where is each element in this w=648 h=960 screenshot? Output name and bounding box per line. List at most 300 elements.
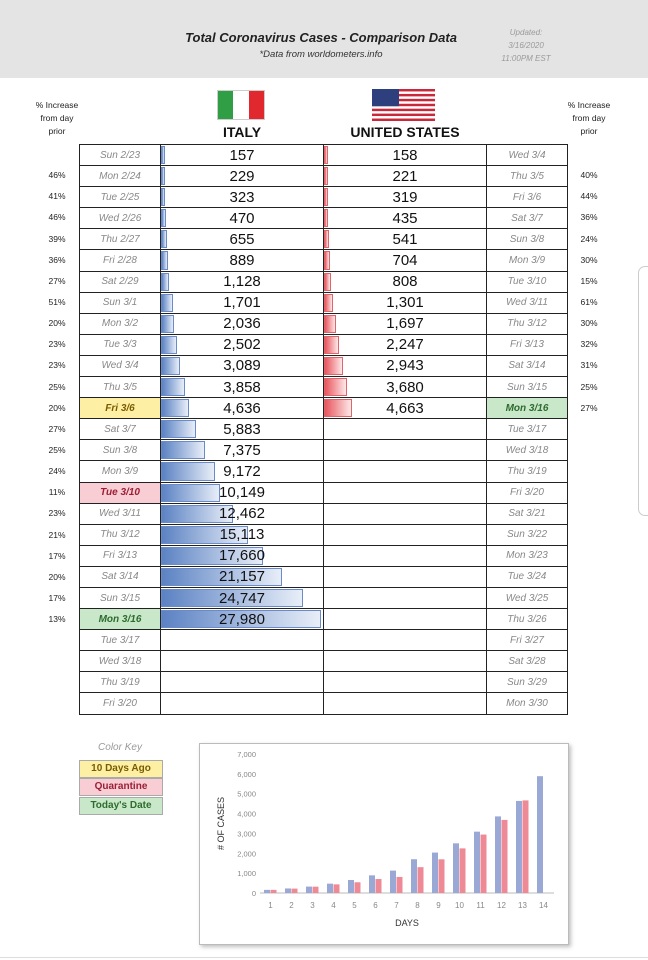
us-cases-cell: [324, 672, 487, 693]
italy-date-cell: Thu 3/5: [80, 377, 161, 398]
table-row: [80, 208, 568, 229]
bar-italy: [516, 801, 522, 893]
us-percent-increase: 15%: [580, 275, 598, 286]
italy-percent-increase: 27%: [48, 275, 66, 286]
bar-us: [418, 867, 424, 893]
italy-cases-cell: [161, 145, 324, 166]
x-axis-title: DAYS: [395, 918, 419, 928]
italy-cases-bar: [161, 420, 196, 438]
us-cases-cell: [324, 187, 487, 208]
italy-date-cell: Sat 2/29: [80, 271, 161, 292]
italy-cases-bar: [161, 357, 180, 375]
us-date-cell: Thu 3/12: [487, 313, 568, 334]
table-row: [80, 187, 568, 208]
x-tick-label: 2: [289, 901, 294, 910]
italy-cases-value: 3,089: [223, 357, 261, 375]
color-key-title: Color Key: [98, 742, 142, 753]
us-cases-cell: [324, 145, 487, 166]
us-percent-increase: 44%: [580, 191, 598, 202]
italy-cases-bar: [161, 167, 165, 185]
bar-italy: [264, 890, 270, 893]
bar-italy: [327, 884, 333, 893]
italy-cases-value: 1,701: [223, 294, 261, 312]
italy-date-cell: Tue 2/25: [80, 187, 161, 208]
bar-us: [355, 882, 361, 893]
us-cases-cell: [324, 651, 487, 672]
x-tick-label: 6: [373, 901, 378, 910]
us-percent-increase: 61%: [580, 296, 598, 307]
us-cases-bar: [324, 251, 330, 269]
italy-percent-increase: 13%: [48, 614, 66, 625]
us-cases-cell: [324, 208, 487, 229]
italy-date-cell: Thu 3/12: [80, 524, 161, 545]
italy-cases-cell: [161, 482, 324, 503]
us-date-cell: Fri 3/27: [487, 630, 568, 651]
italy-cases-value: 655: [229, 230, 255, 248]
us-date-cell: Wed 3/18: [487, 440, 568, 461]
cases-bar-chart: [199, 743, 569, 945]
table-row: [80, 229, 568, 250]
updated-time: 11:00PM EST: [501, 54, 551, 63]
italy-percent-increase: 20%: [48, 318, 66, 329]
us-heading: UNITED STATES: [350, 124, 460, 140]
italy-date-cell: Sun 3/8: [80, 440, 161, 461]
italy-percent-increase: 17%: [48, 550, 66, 561]
us-cases-value: 221: [392, 167, 418, 185]
bar-italy: [285, 888, 291, 893]
us-cases-cell: [324, 630, 487, 651]
x-tick-label: 12: [497, 901, 506, 910]
italy-cases-cell: [161, 419, 324, 440]
table-row: [80, 587, 568, 608]
us-cases-bar: [324, 294, 333, 312]
italy-percent-increase: 39%: [48, 233, 66, 244]
bar-us: [481, 835, 487, 893]
us-percent-increase: 27%: [580, 402, 598, 413]
us-cases-value: 2,943: [386, 357, 424, 375]
italy-date-cell: Mon 3/9: [80, 461, 161, 482]
bar-us: [460, 848, 466, 893]
bar-italy: [474, 832, 480, 893]
us-cases-bar: [324, 378, 347, 396]
italy-cases-cell: [161, 250, 324, 271]
bar-italy: [411, 859, 417, 893]
italy-percent-increase: 11%: [48, 487, 66, 498]
italy-date-cell: Tue 3/3: [80, 334, 161, 355]
table-row: [80, 440, 568, 461]
italy-date-cell: Fri 3/20: [80, 693, 161, 714]
italy-cases-value: 21,157: [219, 568, 265, 586]
x-tick-label: 8: [415, 901, 420, 910]
us-cases-value: 704: [392, 252, 418, 270]
updated-date: 3/16/2020: [508, 41, 544, 50]
us-cases-cell: [324, 166, 487, 187]
x-tick-label: 13: [518, 901, 527, 910]
table-row: [80, 503, 568, 524]
italy-cases-value: 17,660: [219, 547, 265, 565]
key-ten-days-ago: 10 Days Ago: [79, 760, 163, 778]
us-cases-bar: [324, 209, 328, 227]
data-source-note: *Data from worldometers.info: [259, 49, 383, 60]
us-percent-increase: 30%: [580, 318, 598, 329]
bar-italy: [537, 776, 543, 893]
bar-us: [376, 879, 382, 893]
us-date-cell: Wed 3/11: [487, 292, 568, 313]
us-cases-cell: [324, 440, 487, 461]
us-cases-value: 1,697: [386, 315, 424, 333]
us-cases-value: 808: [392, 273, 418, 291]
us-date-cell: Mon 3/23: [487, 545, 568, 566]
italy-cases-cell: [161, 313, 324, 334]
italy-cases-value: 1,128: [223, 273, 261, 291]
us-flag-icon: [372, 89, 435, 121]
us-date-cell: Mon 3/30: [487, 693, 568, 714]
us-percent-increase: 32%: [580, 339, 598, 350]
x-tick-label: 11: [476, 901, 485, 910]
italy-cases-cell: [161, 334, 324, 355]
italy-cases-cell: [161, 187, 324, 208]
italy-heading: ITALY: [222, 124, 262, 140]
us-cases-cell: [324, 545, 487, 566]
italy-date-cell: Thu 3/19: [80, 672, 161, 693]
us-cases-bar: [324, 167, 328, 185]
us-cases-bar: [324, 146, 328, 164]
italy-cases-value: 323: [229, 188, 255, 206]
us-percent-increase: 40%: [580, 170, 598, 181]
italy-percent-increase: 23%: [48, 339, 66, 350]
us-cases-cell: [324, 503, 487, 524]
table-row: [80, 355, 568, 376]
us-cases-value: 158: [392, 146, 418, 164]
us-cases-bar: [324, 357, 343, 375]
italy-cases-value: 10,149: [219, 484, 265, 502]
us-date-cell: Mon 3/16: [487, 398, 568, 419]
italy-percent-increase: 23%: [48, 508, 66, 519]
us-date-cell: Sat 3/28: [487, 651, 568, 672]
left-increase-note: % Increase from day prior: [35, 100, 79, 136]
us-date-cell: Thu 3/26: [487, 609, 568, 630]
italy-flag-icon: [217, 90, 265, 120]
y-tick-label: 2,000: [237, 849, 256, 859]
bar-us: [439, 859, 445, 893]
italy-cases-value: 2,502: [223, 336, 261, 354]
italy-date-cell: Wed 3/4: [80, 355, 161, 376]
table-row: [80, 482, 568, 503]
italy-cases-cell: [161, 503, 324, 524]
us-date-cell: Wed 3/4: [487, 145, 568, 166]
us-cases-cell: [324, 587, 487, 608]
italy-percent-increase: 46%: [48, 212, 66, 223]
right-increase-note: % Increase from day prior: [567, 100, 611, 136]
y-tick-label: 4,000: [237, 809, 256, 819]
italy-cases-cell: [161, 609, 324, 630]
italy-cases-cell: [161, 651, 324, 672]
bar-italy: [369, 875, 375, 893]
us-date-cell: Tue 3/17: [487, 419, 568, 440]
us-date-cell: Sat 3/7: [487, 208, 568, 229]
italy-cases-cell: [161, 693, 324, 714]
italy-date-cell: Mon 3/2: [80, 313, 161, 334]
italy-cases-cell: [161, 166, 324, 187]
bar-italy: [390, 871, 396, 893]
italy-percent-increase: 25%: [48, 444, 66, 455]
us-cases-bar: [324, 399, 352, 417]
us-cases-value: 319: [392, 188, 418, 206]
us-percent-increase: 24%: [580, 233, 598, 244]
us-cases-cell: [324, 524, 487, 545]
table-row: [80, 250, 568, 271]
italy-cases-cell: [161, 630, 324, 651]
italy-cases-value: 5,883: [223, 420, 261, 438]
us-cases-bar: [324, 273, 331, 291]
italy-cases-cell: [161, 229, 324, 250]
bar-us: [334, 884, 340, 893]
us-date-cell: Tue 3/10: [487, 271, 568, 292]
italy-date-cell: Tue 3/17: [80, 630, 161, 651]
bar-italy: [495, 816, 501, 893]
italy-percent-increase: 25%: [48, 381, 66, 392]
bar-us: [292, 889, 298, 893]
comparison-table: [79, 144, 568, 715]
us-cases-value: 2,247: [386, 336, 424, 354]
us-percent-increase: 25%: [580, 381, 598, 392]
us-cases-bar: [324, 336, 339, 354]
italy-cases-bar: [161, 484, 220, 502]
italy-date-cell: Fri 2/28: [80, 250, 161, 271]
italy-cases-cell: [161, 545, 324, 566]
us-date-cell: Wed 3/25: [487, 587, 568, 608]
italy-cases-value: 229: [229, 167, 255, 185]
us-cases-value: 435: [392, 209, 418, 227]
italy-cases-bar: [161, 273, 169, 291]
italy-cases-bar: [161, 441, 205, 459]
italy-cases-value: 2,036: [223, 315, 261, 333]
us-percent-increase: 30%: [580, 254, 598, 265]
italy-cases-cell: [161, 355, 324, 376]
x-tick-label: 3: [310, 901, 315, 910]
us-date-cell: Tue 3/24: [487, 566, 568, 587]
bar-italy: [432, 853, 438, 893]
us-percent-increase: 36%: [580, 212, 598, 223]
bar-us: [313, 887, 319, 893]
italy-cases-value: 889: [229, 252, 255, 270]
italy-cases-value: 470: [229, 209, 255, 227]
us-cases-bar: [324, 188, 328, 206]
us-cases-cell: [324, 334, 487, 355]
italy-percent-increase: 23%: [48, 360, 66, 371]
x-tick-label: 1: [268, 901, 273, 910]
us-cases-cell: [324, 229, 487, 250]
page-title: Total Coronavirus Cases - Comparison Data: [185, 30, 457, 45]
y-tick-label: 5,000: [237, 789, 256, 799]
x-tick-label: 5: [352, 901, 357, 910]
italy-cases-value: 9,172: [223, 462, 261, 480]
italy-percent-increase: 20%: [48, 571, 66, 582]
table-row: [80, 145, 568, 166]
x-tick-label: 9: [436, 901, 441, 910]
table-row: [80, 313, 568, 334]
italy-percent-increase: 24%: [48, 466, 66, 477]
italy-cases-bar: [161, 230, 167, 248]
us-date-cell: Fri 3/13: [487, 334, 568, 355]
italy-date-cell: Mon 3/16: [80, 609, 161, 630]
italy-cases-value: 157: [229, 146, 255, 164]
us-cases-cell: [324, 609, 487, 630]
italy-cases-cell: [161, 398, 324, 419]
bar-italy: [348, 880, 354, 893]
italy-percent-increase: 20%: [48, 402, 66, 413]
us-date-cell: Sun 3/29: [487, 672, 568, 693]
italy-date-cell: Sun 2/23: [80, 145, 161, 166]
table-row: [80, 166, 568, 187]
table-row: [80, 545, 568, 566]
us-date-cell: Sat 3/14: [487, 355, 568, 376]
us-cases-cell: [324, 313, 487, 334]
y-tick-label: 0: [251, 889, 256, 898]
table-row: [80, 566, 568, 587]
table-row: [80, 693, 568, 714]
us-cases-cell: [324, 693, 487, 714]
y-tick-label: 3,000: [237, 829, 256, 839]
y-tick-label: 6,000: [237, 769, 256, 779]
table-row: [80, 461, 568, 482]
bar-us: [271, 890, 277, 893]
us-cases-cell: [324, 419, 487, 440]
italy-date-cell: Sat 3/7: [80, 419, 161, 440]
us-cases-bar: [324, 230, 329, 248]
italy-cases-cell: [161, 672, 324, 693]
italy-cases-cell: [161, 292, 324, 313]
italy-cases-cell: [161, 461, 324, 482]
bar-us: [502, 820, 508, 893]
us-cases-cell: [324, 271, 487, 292]
italy-cases-value: 15,113: [219, 526, 265, 544]
italy-date-cell: Wed 3/11: [80, 503, 161, 524]
x-tick-label: 7: [394, 901, 399, 910]
header-banner: [0, 0, 648, 78]
us-date-cell: Mon 3/9: [487, 250, 568, 271]
italy-cases-bar: [161, 399, 189, 417]
us-cases-cell: [324, 482, 487, 503]
italy-percent-increase: 21%: [48, 529, 66, 540]
table-row: [80, 271, 568, 292]
italy-date-cell: Sun 3/1: [80, 292, 161, 313]
table-row: [80, 398, 568, 419]
italy-date-cell: Tue 3/10: [80, 482, 161, 503]
bar-us: [523, 800, 529, 893]
us-date-cell: Fri 3/6: [487, 187, 568, 208]
italy-date-cell: Sun 3/15: [80, 587, 161, 608]
italy-date-cell: Sat 3/14: [80, 566, 161, 587]
italy-cases-bar: [161, 336, 177, 354]
table-row: [80, 672, 568, 693]
italy-percent-increase: 41%: [48, 191, 66, 202]
us-date-cell: Sun 3/8: [487, 229, 568, 250]
scrollbar[interactable]: [638, 266, 648, 516]
table-row: [80, 419, 568, 440]
italy-cases-bar: [161, 209, 166, 227]
italy-cases-bar: [161, 294, 173, 312]
us-cases-value: 1,301: [386, 294, 424, 312]
italy-date-cell: Mon 2/24: [80, 166, 161, 187]
footer-divider: [0, 957, 648, 958]
us-percent-increase: 31%: [580, 360, 598, 371]
us-cases-cell: [324, 398, 487, 419]
us-cases-cell: [324, 461, 487, 482]
italy-cases-cell: [161, 566, 324, 587]
us-cases-cell: [324, 377, 487, 398]
italy-date-cell: Thu 2/27: [80, 229, 161, 250]
us-date-cell: Sun 3/15: [487, 377, 568, 398]
italy-date-cell: Wed 2/26: [80, 208, 161, 229]
italy-cases-bar: [161, 251, 168, 269]
italy-date-cell: Fri 3/13: [80, 545, 161, 566]
table-row: [80, 524, 568, 545]
us-cases-value: 541: [392, 230, 418, 248]
italy-date-cell: Fri 3/6: [80, 398, 161, 419]
bar-italy: [306, 887, 312, 893]
italy-cases-cell: [161, 440, 324, 461]
italy-cases-bar: [161, 146, 165, 164]
italy-cases-value: 3,858: [223, 378, 261, 396]
y-axis-title: # OF CASES: [216, 796, 226, 851]
italy-percent-increase: 51%: [48, 296, 66, 307]
table-row: [80, 630, 568, 651]
italy-cases-cell: [161, 587, 324, 608]
us-cases-cell: [324, 566, 487, 587]
italy-cases-bar: [161, 188, 165, 206]
chart-svg: [200, 744, 568, 944]
italy-cases-bar: [161, 378, 185, 396]
us-date-cell: Thu 3/19: [487, 461, 568, 482]
us-date-cell: Fri 3/20: [487, 482, 568, 503]
x-tick-label: 4: [331, 901, 336, 910]
italy-date-cell: Wed 3/18: [80, 651, 161, 672]
bar-italy: [453, 843, 459, 893]
us-cases-value: 4,663: [386, 399, 424, 417]
us-cases-value: 3,680: [386, 378, 424, 396]
italy-cases-bar: [161, 315, 174, 333]
italy-cases-cell: [161, 377, 324, 398]
italy-cases-cell: [161, 271, 324, 292]
table-row: [80, 292, 568, 313]
table-row: [80, 651, 568, 672]
italy-cases-value: 7,375: [223, 441, 261, 459]
y-tick-label: 7,000: [237, 750, 256, 759]
updated-label: Updated:: [509, 28, 543, 37]
table-row: [80, 334, 568, 355]
us-cases-bar: [324, 315, 336, 333]
key-quarantine: Quarantine: [79, 778, 163, 796]
italy-cases-value: 4,636: [223, 399, 261, 417]
italy-cases-value: 24,747: [219, 589, 265, 607]
key-todays-date: Today's Date: [79, 797, 163, 815]
italy-percent-increase: 27%: [48, 423, 66, 434]
x-tick-label: 14: [539, 901, 548, 910]
italy-cases-cell: [161, 208, 324, 229]
bar-us: [397, 877, 403, 893]
italy-cases-value: 27,980: [219, 610, 265, 628]
italy-percent-increase: 46%: [48, 170, 66, 181]
us-cases-cell: [324, 355, 487, 376]
us-date-cell: Sun 3/22: [487, 524, 568, 545]
table-row: [80, 609, 568, 630]
italy-percent-increase: 17%: [48, 592, 66, 603]
italy-percent-increase: 36%: [48, 254, 66, 265]
y-tick-label: 1,000: [237, 869, 256, 879]
us-date-cell: Thu 3/5: [487, 166, 568, 187]
us-date-cell: Sat 3/21: [487, 503, 568, 524]
